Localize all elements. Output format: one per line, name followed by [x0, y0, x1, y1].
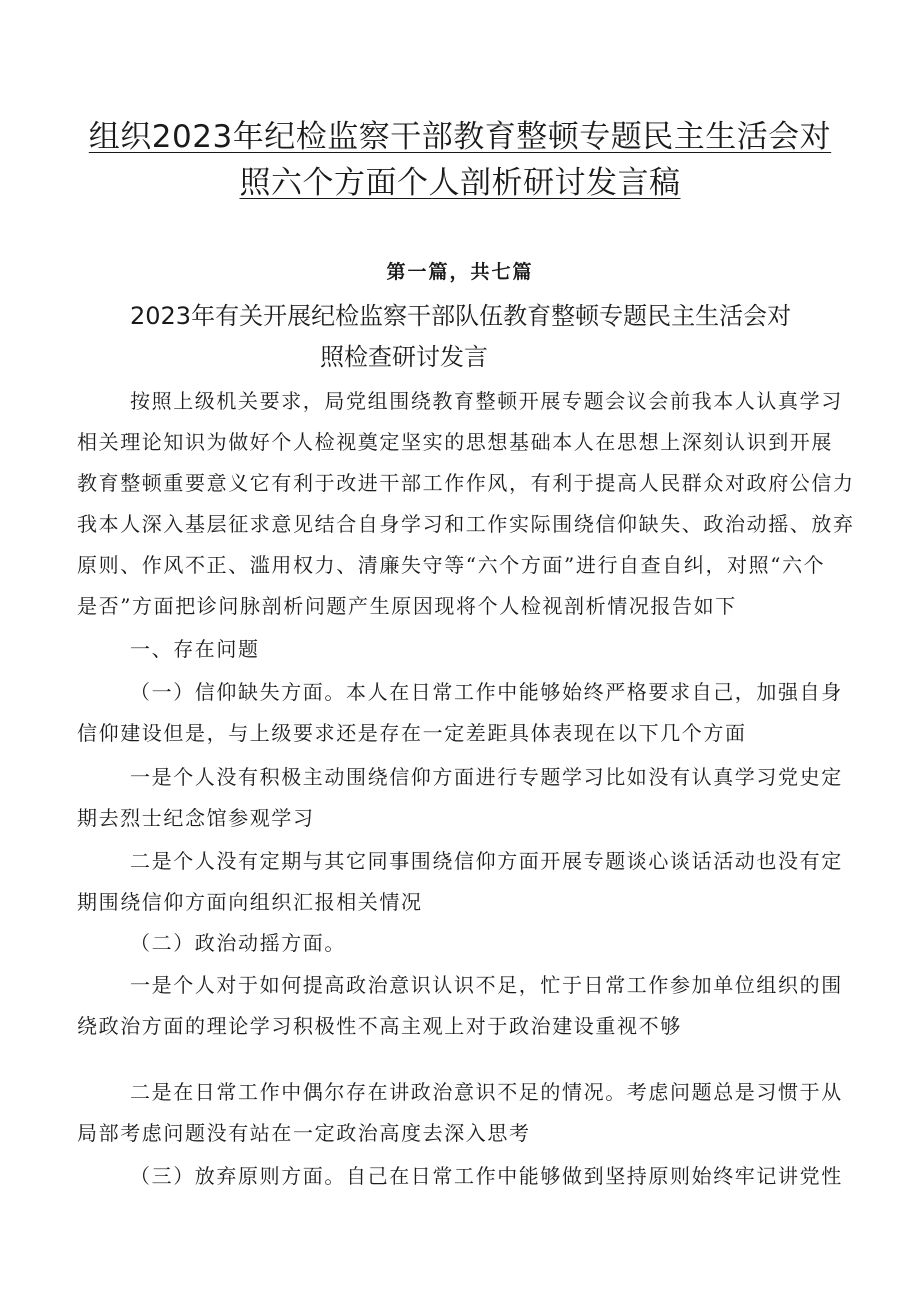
body-line: 一是个人没有积极主动围绕信仰方面进行专题学习比如没有认真学习党史定 [130, 765, 843, 789]
section-heading: 一、存在问题 [130, 637, 260, 661]
body-line: 原则、作风不正、滥用权力、清廉失守等“六个方面”进行自查自纠，对照“六个 [77, 553, 826, 577]
body-line: 期去烈士纪念馆参观学习 [77, 806, 315, 830]
body-line: 我本人深入基层征求意见结合自身学习和工作实际围绕信仰缺失、政治动摇、放弃 [77, 512, 855, 536]
body-line: 绕政治方面的理论学习积极性不高主观上对于政治建设重视不够 [77, 1014, 682, 1038]
body-line: 二是个人没有定期与其它同事围绕信仰方面开展专题谈心谈话活动也没有定 [130, 849, 843, 873]
body-line: 一是个人对于如何提高政治意识认识不足，忙于日常工作参加单位组织的围 [130, 973, 843, 997]
body-line: （一）信仰缺失方面。本人在日常工作中能够始终严格要求自己，加强自身 [130, 680, 843, 704]
body-line: 教育整顿重要意义它有利于改进干部工作作风，有利于提高人民群众对政府公信力 [77, 471, 855, 495]
part-label: 第一篇，共七篇 [386, 261, 534, 283]
document-title-line-1: 组织2023年纪检监察干部教育整顿专题民主生活会对 [88, 119, 832, 155]
body-line: 相关理论知识为做好个人检视奠定坚实的思想基础本人在思想上深刻认识到开展 [77, 430, 833, 454]
section-title-line-2: 照检查研讨发言 [320, 343, 488, 371]
document-title-line-2: 照六个方面个人剖析研讨发言稿 [239, 165, 681, 201]
body-line: 是否”方面把诊问脉剖析问题产生原因现将个人检视剖析情况报告如下 [77, 594, 737, 618]
body-line: （二）政治动摇方面。 [130, 931, 346, 955]
body-line: 期围绕信仰方面向组织汇报相关情况 [77, 890, 423, 914]
body-line: 信仰建设但是，与上级要求还是存在一定差距具体表现在以下几个方面 [77, 721, 747, 745]
section-title-line-1: 2023年有关开展纪检监察干部队伍教育整顿专题民主生活会对 [130, 302, 792, 330]
body-line: （三）放弃原则方面。自己在日常工作中能够做到坚持原则始终牢记讲党性 [130, 1164, 843, 1188]
body-line: 局部考虑问题没有站在一定政治高度去深入思考 [77, 1121, 531, 1145]
body-line: 二是在日常工作中偶尔存在讲政治意识不足的情况。考虑问题总是习惯于从 [130, 1080, 843, 1104]
body-line: 按照上级机关要求，局党组围绕教育整顿开展专题会议会前我本人认真学习 [130, 389, 843, 413]
